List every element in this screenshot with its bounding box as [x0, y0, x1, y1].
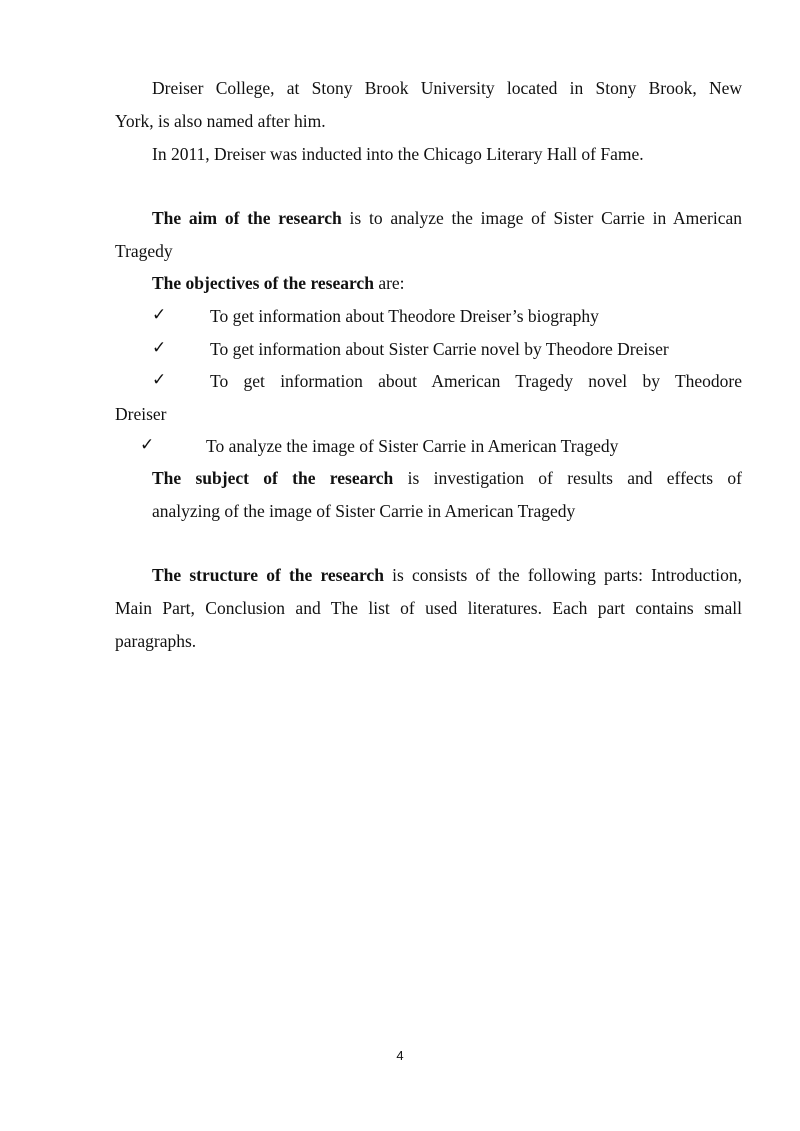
structure-line1 [152, 564, 742, 586]
checkmark-icon: ✓ [152, 305, 167, 325]
objective-item-3-line2: Dreiser [115, 404, 167, 424]
aim-line2: Tragedy [115, 241, 173, 261]
checkmark-icon: ✓ [152, 338, 167, 358]
aim-text: is to analyze the image of Sister Carrie in American [341, 208, 743, 228]
objective-item-1: To get information about Theodore Dreiser’s biography [210, 306, 599, 326]
objectives-line [152, 272, 405, 294]
paragraph-dreiser-college-line2: York, is also named after him. [115, 111, 326, 131]
objectives-heading: The objectives of the research [152, 273, 374, 293]
structure-line2: Main Part, Conclusion and The list of used literatures. Each part contains small [115, 598, 742, 618]
structure-line3: paragraphs. [115, 631, 197, 651]
subject-text: is investigation of results and effects of [393, 468, 742, 488]
subject-heading: The subject of the research [152, 468, 394, 488]
aim-heading: The aim of the research [152, 208, 342, 228]
aim-line1 [152, 207, 742, 229]
subject-line1 [152, 467, 742, 489]
checkmark-icon: ✓ [152, 370, 167, 390]
paragraph-dreiser-college-line1: Dreiser College, at Stony Brook University located in Stony Brook, New [152, 78, 742, 98]
objectives-text: are: [373, 273, 405, 293]
objective-item-2: To get information about Sister Carrie novel by Theodore Dreiser [210, 339, 669, 359]
checkmark-icon: ✓ [140, 435, 155, 455]
structure-text: is consists of the following parts: Introduction, [383, 565, 742, 585]
paragraph-hall-of-fame: In 2011, Dreiser was inducted into the Chicago Literary Hall of Fame. [152, 144, 644, 164]
page-number: 4 [396, 1048, 404, 1063]
subject-line2: analyzing of the image of Sister Carrie in American Tragedy [152, 501, 576, 521]
objective-item-4: To analyze the image of Sister Carrie in American Tragedy [206, 436, 619, 456]
objective-item-3-line1: To get information about American Tragedy novel by Theodore [210, 371, 742, 391]
structure-heading: The structure of the research [152, 565, 384, 585]
